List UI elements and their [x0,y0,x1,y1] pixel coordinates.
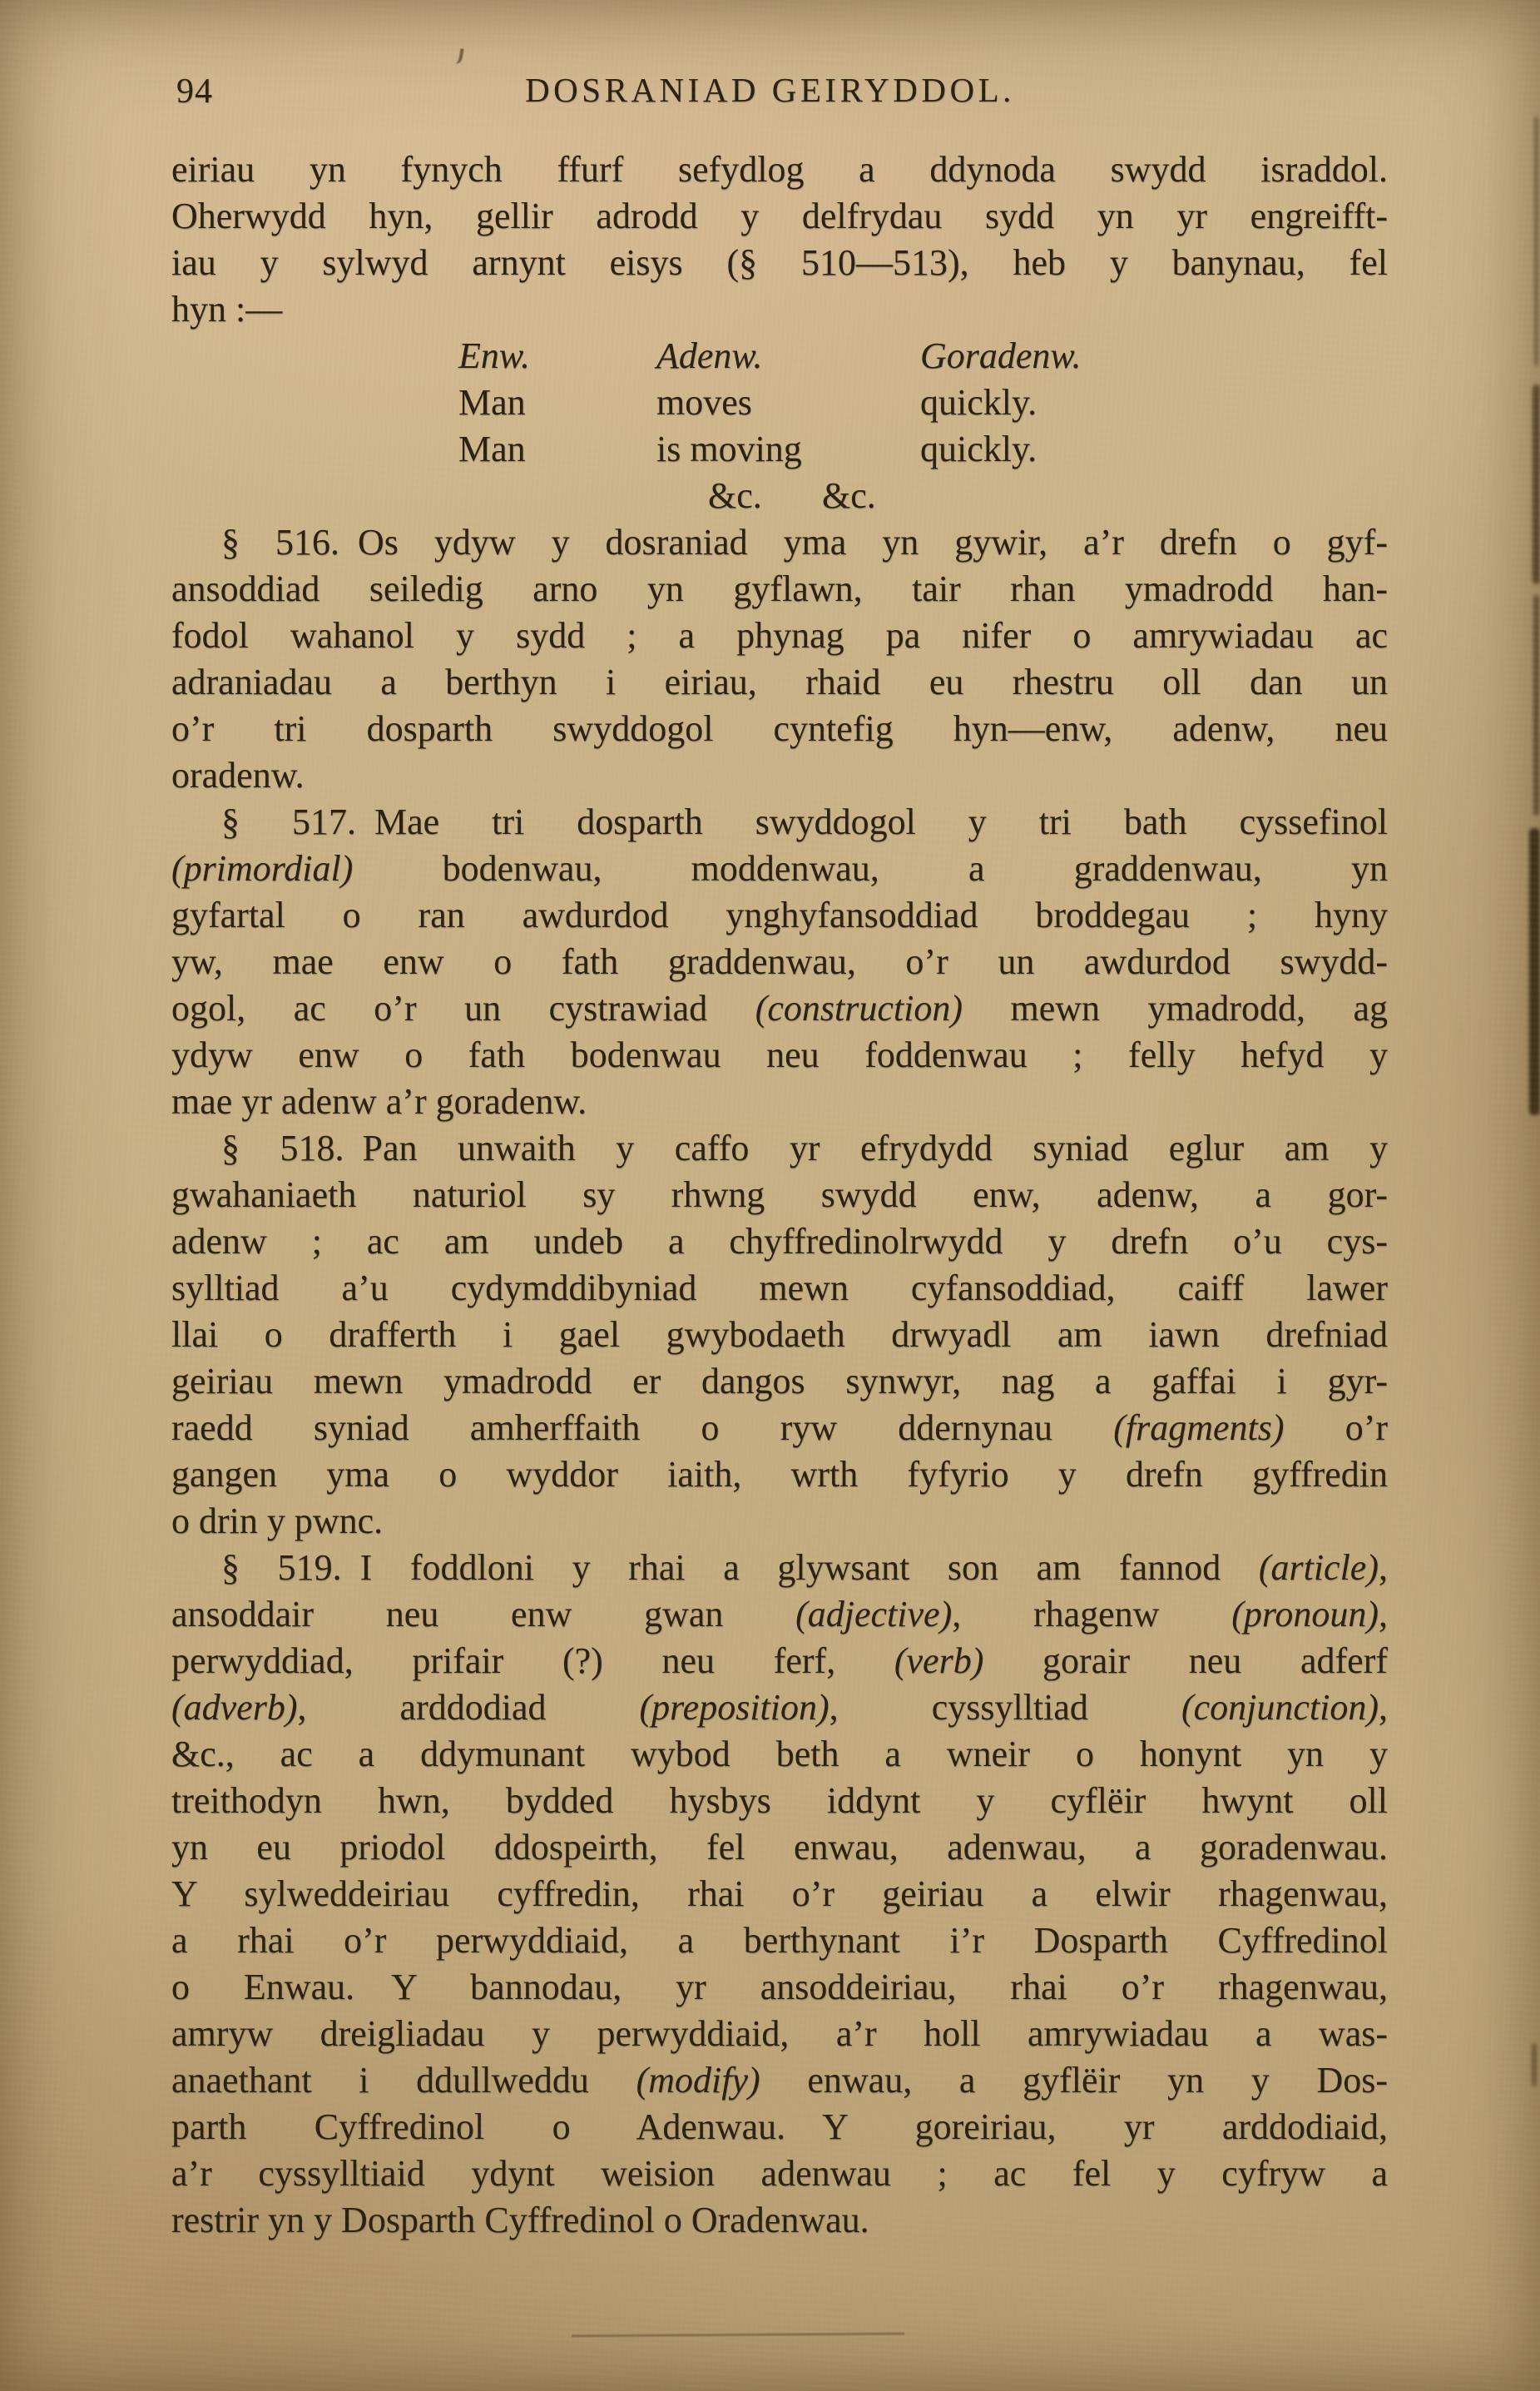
text-run: gyfartal o ran awdurdod ynghyfansoddiad broddegau ; hyny [171,895,1388,935]
text-run: yn eu priodol ddospeirth, fel enwau, adenwau, a goradenwau. [171,1827,1388,1868]
table-header-cell: Enw. [458,335,530,376]
italic-run: (adverb) [171,1687,298,1728]
text-line [171,1405,1388,1451]
text-run: Y sylweddeiriau cyffredin, rhai o’r geiriau a elwir rhagenwau, [171,1873,1388,1914]
paragraph-section-518 [171,1125,1388,1545]
text-line [171,1778,1388,1824]
text-line [171,1871,1388,1917]
text-run: ydyw enw o fath bodenwau neu foddenwau ; felly hefyd y [171,1034,1388,1075]
text-run: , rhagenw [952,1594,1232,1635]
text-line [171,1032,1388,1079]
paragraph-section-519 [171,1545,1388,2244]
text-line [171,1591,1388,1638]
text-run: yw, mae enw o fath graddenwau, o’r un awdurdod swydd- [171,941,1388,982]
text-column [171,146,1388,2244]
text-run: , [1378,1594,1388,1635]
italic-run: (verb) [894,1640,984,1681]
ink-smudge [1532,2043,1537,2086]
italic-run: (adjective) [795,1594,953,1635]
text-run: mewn ymadrodd, ag [963,988,1388,1029]
text-run: , [1379,1547,1388,1588]
text-line [171,146,1388,193]
ink-smudge [1533,384,1540,584]
italic-run: (primordial) [171,848,354,889]
table-header-cell: Goradenw. [920,335,1082,376]
text-line [171,1917,1388,1964]
paragraph-continuation [171,146,1388,333]
text-run: , arddodiad [297,1687,640,1728]
text-line [171,659,1388,706]
text-run: gorair neu adferf [983,1640,1388,1681]
text-run: oradenw. [171,755,305,796]
italic-run: (fragments) [1113,1407,1285,1448]
text-run: bodenwau, moddenwau, a graddenwau, yn [353,848,1388,889]
italic-run: (article) [1258,1547,1379,1588]
italic-run: (pronoun) [1231,1594,1379,1635]
text-line [171,2011,1388,2057]
text-line [171,1964,1388,2011]
text-run: o Enwau. Y bannodau, yr ansoddeiriau, rhai o’r rhagenwau, [171,1967,1388,2007]
text-run: o’r tri dosparth swyddogol cyntefig hyn—enw, adenw, neu [171,708,1388,749]
italic-run: (preposition) [639,1687,829,1728]
text-line [171,286,1388,333]
italic-run: (modify) [636,2060,760,2101]
text-run: eiriau yn fynych ffurf sefydlog a ddynoda swydd israddol. [171,149,1388,190]
text-run: o drin y pwnc. [171,1501,384,1541]
text-line [171,1079,1388,1125]
text-line [171,2104,1388,2150]
table-etc-row [171,473,1388,519]
text-run: sylltiad a’u cydymddibyniad mewn cyfansoddiad, caiff lawer [171,1267,1388,1308]
ink-speck [453,47,463,64]
text-run: gangen yma o wyddor iaith, wrth fyfyrio y drefn gyffredin [171,1454,1388,1495]
text-line [171,1265,1388,1312]
table-etc-cell: &c. [822,475,876,516]
table-row [171,426,1388,473]
ink-smudge [1529,828,1540,1115]
text-line [171,1684,1388,1731]
text-run: amryw dreigliadau y perwyddiaid, a’r holl amrywiadau a was- [171,2013,1388,2054]
text-run: ansoddiad seiledig arno yn gyflawn, tair rhan ymadrodd han- [171,568,1388,609]
text-run: treithodyn hwn, bydded hysbys iddynt y cyflëir hwynt oll [171,1780,1388,1821]
table-header-cell: Adenw. [656,335,763,376]
text-run: &c., ac a ddymunant wybod beth a wneir o honynt yn y [171,1734,1388,1774]
text-line [171,1312,1388,1358]
text-run: a rhai o’r perwyddiaid, a berthynant i’r Dosparth Cyffredinol [171,1920,1388,1961]
paragraph-section-517 [171,799,1388,1125]
text-run: § 516. Os ydyw y dosraniad yma yn gywir, a’r drefn o gyf- [221,522,1388,563]
table-cell: moves [656,382,752,423]
text-line [171,1731,1388,1778]
table-row [171,379,1388,426]
text-run: geiriau mewn ymadrodd er dangos synwyr, nag a gaffai i gyr- [171,1361,1388,1401]
text-run: fodol wahanol y sydd ; a phynag pa nifer o amrywiadau ac [171,615,1388,656]
text-run: parth Cyffredinol o Adenwau. Y goreiriau, yr arddodiaid, [171,2106,1388,2147]
text-line [171,752,1388,799]
table-cell: quickly. [920,429,1037,469]
text-line [171,613,1388,659]
text-line [171,240,1388,286]
text-run: iau y sylwyd arnynt eisys (§ 510—513), heb y banynau, fel [171,242,1388,283]
text-line [171,1172,1388,1218]
table-cell: Man [458,382,526,423]
text-line [171,1125,1388,1172]
text-line [171,706,1388,752]
text-run: llai o drafferth i gael gwybodaeth drwyadl am iawn drefniad [171,1314,1388,1355]
text-line [171,1824,1388,1871]
text-run: adraniadau a berthyn i eiriau, rhaid eu rhestru oll dan un [171,662,1388,702]
italic-run: (conjunction) [1181,1687,1379,1728]
text-line [171,2150,1388,2197]
text-line [171,566,1388,613]
text-run: § 518. Pan unwaith y caffo yr efrydydd syniad eglur am y [221,1128,1388,1168]
table-cell: Man [458,429,526,469]
text-line [171,1638,1388,1684]
table-cell: is moving [656,429,802,469]
text-run: § 517. Mae tri dosparth swyddogol y tri bath cyssefinol [221,801,1388,842]
text-line [171,193,1388,240]
text-line [171,939,1388,985]
text-run: o’r [1284,1407,1388,1448]
ink-smudge [1533,595,1539,816]
text-run: mae yr adenw a’r goradenw. [171,1081,587,1122]
text-line [171,1358,1388,1405]
text-line [171,1451,1388,1498]
italic-run: (construction) [755,988,963,1029]
text-run: , cyssylltiad [829,1687,1181,1728]
text-run: raedd syniad amherffaith o ryw ddernynau [171,1407,1114,1448]
text-run: a’r cyssylltiaid ydynt weision adenwau ; ac fel y cyfryw a [171,2153,1388,2194]
text-run: enwau, a gyflëir yn y Dos- [760,2060,1388,2101]
table-cell: quickly. [920,382,1037,423]
text-run: ansoddair neu enw gwan [171,1594,796,1635]
text-line [171,985,1388,1032]
example-table [171,333,1388,519]
ink-smudge [1534,117,1538,366]
text-run: Oherwydd hyn, gellir adrodd y delfrydau sydd yn yr engreifft- [171,196,1388,236]
text-line [171,1498,1388,1545]
text-line [171,846,1388,892]
running-title: DOSRANIAD GEIRYDDOL. [525,71,1015,109]
paragraph-section-516 [171,519,1388,799]
text-run: ogol, ac o’r un cystrawiad [171,988,755,1029]
text-line [171,2057,1388,2104]
text-run: perwyddiad, prifair (?) neu ferf, [171,1640,894,1681]
text-run: hyn :— [171,289,283,330]
text-line [171,1545,1388,1591]
text-run: restrir yn y Dosparth Cyffredinol o Oradenwau. [171,2200,869,2240]
text-run: adenw ; ac am undeb a chyffredinolrwydd y drefn o’u cys- [171,1221,1388,1262]
page-number: 94 [176,72,213,111]
text-line [171,799,1388,846]
text-run: anaethant i ddullweddu [171,2060,636,2101]
text-line [171,892,1388,939]
text-run: , [1379,1687,1388,1728]
pencil-mark [572,2333,904,2338]
table-etc-cell: &c. [708,475,762,516]
text-run: § 519. I foddloni y rhai a glywsant son am fannod [221,1547,1259,1588]
page-header [0,70,1540,123]
text-line [171,1218,1388,1265]
text-line [171,2197,1388,2244]
table-header-row [171,333,1388,379]
text-run: gwahaniaeth naturiol sy rhwng swydd enw, adenw, a gor- [171,1174,1388,1215]
text-line [171,519,1388,566]
